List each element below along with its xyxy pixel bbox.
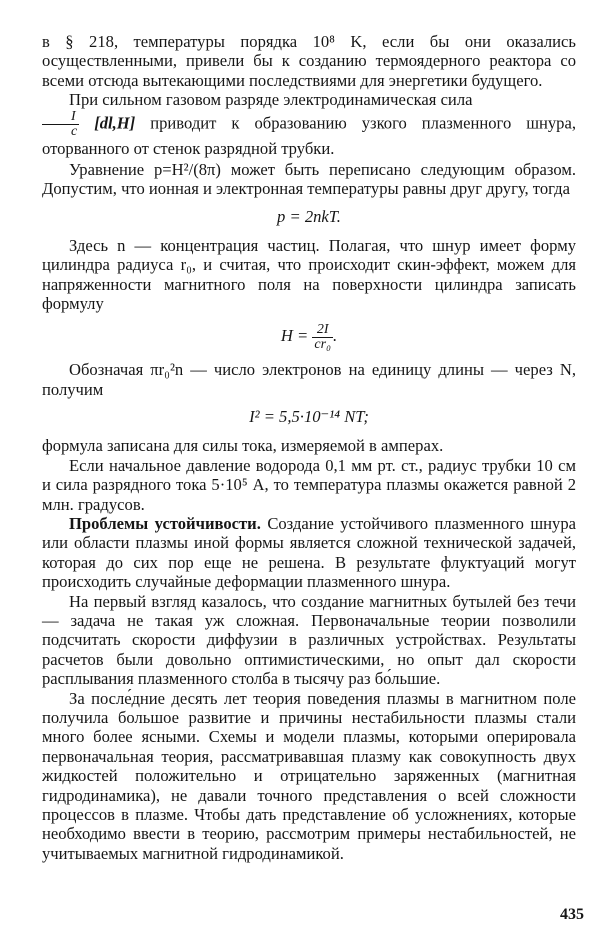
- paragraph-3: Уравнение p=H²/(8π) может быть переписано следующим образом. Допустим, что ионная и электронная температуры равны друг другу, тогда: [42, 160, 576, 199]
- book-page: [42, 32, 584, 932]
- formula-field: [42, 319, 576, 353]
- formula-field-fraction: [312, 323, 333, 352]
- formula-current: I² = 5,5·10⁻¹⁴ NT;: [249, 407, 369, 427]
- paragraph-2-intro: При сильном газовом разряде электродинамическая сила: [69, 90, 473, 110]
- page-number: 435: [560, 905, 584, 923]
- paragraph-2: [42, 90, 576, 158]
- force-fraction: [42, 110, 79, 139]
- vector-product: [dl,H]: [94, 112, 136, 132]
- paragraph-1: в § 218, температуры порядка 10⁸ K, если бы они оказались осуществленными, привели бы к созданию термоядерного реактора со всеми отсюда вытекающими последствиями для энергетики будущего.: [42, 32, 576, 90]
- formula-field-denominator: cr₀: [314, 337, 331, 353]
- fraction-denominator: c: [71, 123, 78, 139]
- formula-pressure: p = 2nkT.: [277, 206, 341, 226]
- paragraph-5: Обозначая πr₀²n — число электронов на единицу длины — через N, получим: [42, 360, 576, 399]
- paragraph-7: Если начальное давление водорода 0,1 мм рт. ст., радиус трубки 10 см и сила разрядного тока 5·10⁵ A, то температура плазмы окажется равной 2 млн. градусов.: [42, 455, 576, 514]
- fraction-numerator: I: [42, 110, 79, 125]
- paragraph-6: формула записана для силы тока, измеряемой в амперах.: [42, 436, 444, 456]
- formula-field-numerator: 2I: [312, 323, 333, 338]
- formula-field-left: H =: [280, 326, 309, 346]
- paragraph-8-body: Создание устойчивого плазменного шнура или области плазмы иной формы является сложной технической задачей, которая до сих пор еще не решена. В результате флуктуаций могут происходить случайные деформации плазменного шнура.: [42, 513, 576, 592]
- paragraph-2-rest: приводит к образованию узкого плазменного шнура, оторванного от стенок разрядной трубки.: [42, 112, 576, 158]
- section-heading: Проблемы устойчивости.: [69, 513, 261, 533]
- formula-field-end: .: [332, 326, 338, 346]
- paragraph-10: За после́дние десять лет теория поведения плазмы в магнитном поле получила большое развитие и причины нестабильности плазмы стали много более ясными. Схемы и модели плазмы, которыми оперировала первоначальная теория, рассматривавшая плазму как совокупность двух жидкостей положительно и отрицательно заряженных (магнитная гидродинамика), не давали точного представления о всей сложности процессов в плазме. Чтобы дать представление об усложнениях, которые необходимо ввести в теорию, рассмотрим примеры нестабильностей, не учитываемых магнитной гидродинамикой.: [42, 688, 576, 863]
- paragraph-8: [42, 514, 576, 592]
- paragraph-4: Здесь n — концентрация частиц. Полагая, что шнур имеет форму цилиндра радиуса r₀, и считая, что происходит скин-эффект, можем для напряженности магнитного поля на поверхности цилиндра записать формулу: [42, 235, 576, 314]
- paragraph-9: На первый взгляд казалось, что создание магнитных бутылей без течи — задача не такая уж сложная. Первоначальные теории позволили подсчитать скорости диффузии в различных устройствах. Результаты расчетов были довольно оптимистическими, но опыт дал скорости расплывания плазменного столба в тысячу раз бо́льшие.: [42, 591, 576, 689]
